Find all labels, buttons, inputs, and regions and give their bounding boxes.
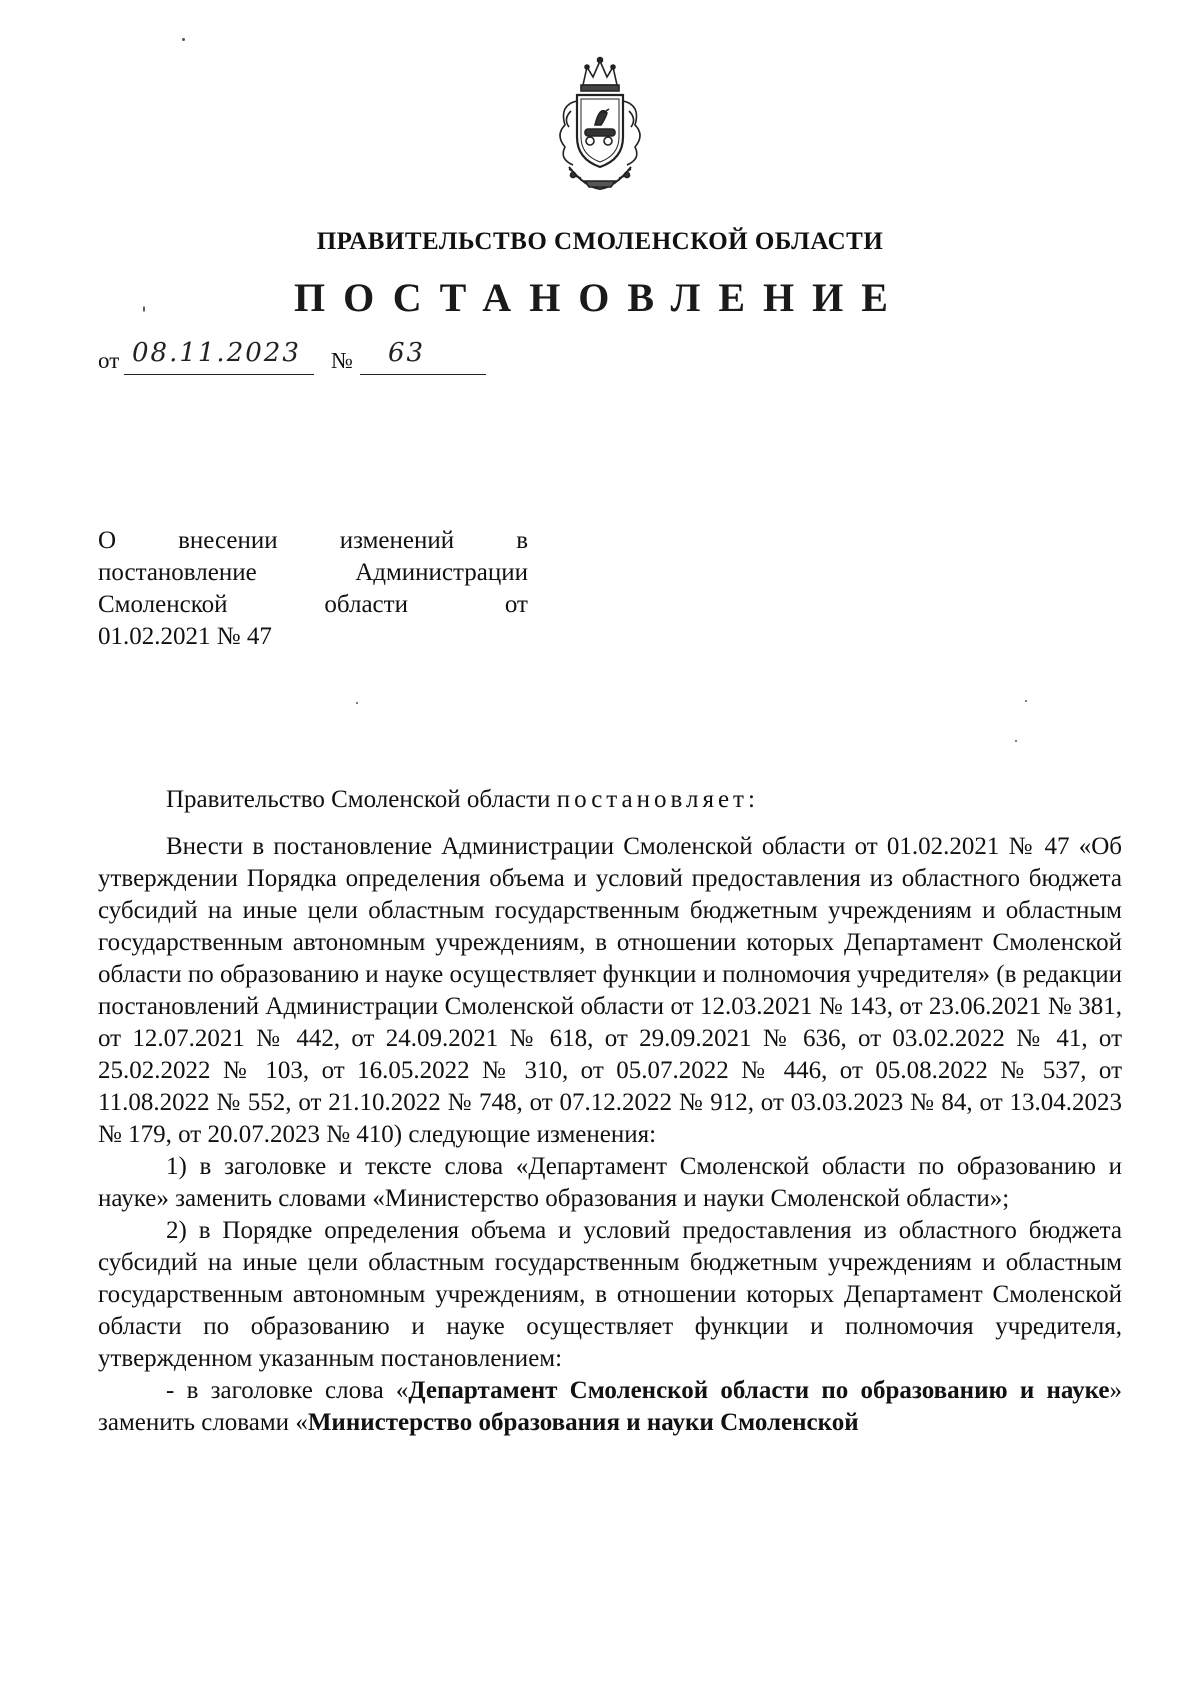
subject-word: в — [516, 527, 528, 554]
scan-speck — [182, 38, 185, 41]
sub-item-prefix: - в заголовке слова « — [166, 1377, 409, 1404]
subject-line: 01.02.2021 № 47 — [98, 623, 272, 650]
subject-word: от — [504, 591, 528, 618]
sub-item-paragraph — [98, 1375, 1122, 1439]
document-type-title: ПОСТАНОВЛЕНИЕ — [294, 275, 906, 320]
preamble-verb: постановляет: — [556, 786, 759, 813]
handwritten-date: 08.11.2023 — [132, 338, 301, 368]
scan-speck — [1025, 700, 1027, 702]
subject-word: области — [324, 591, 408, 618]
from-label: от — [98, 348, 120, 373]
document-body — [98, 784, 1122, 1439]
subject-word: Смоленской — [98, 591, 228, 618]
preamble-paragraph — [98, 784, 1122, 816]
item-2-paragraph: 2) в Порядке определения объема и условий предоставления из областного бюджета субсидий на иные цели областным государственным бюджетным учреждениям и областным государственным автономным учреждениям, в отношении которых Департамент Смоленской области по образованию и науке осуществляет функции и полномочия учредителя, утвержденном указанным постановлением: — [98, 1217, 1122, 1372]
sub-item-new-name: Министерство образования и науки Смоленской — [307, 1409, 859, 1436]
subject-line — [98, 525, 528, 557]
sub-item-old-name: Департамент Смоленской области по образованию и науке — [408, 1377, 1110, 1404]
subject-word: О — [98, 527, 117, 554]
document-subject — [98, 525, 528, 653]
sub-item-middle: » заменить словами « — [98, 1377, 1122, 1436]
government-title: ПРАВИТЕЛЬСТВО СМОЛЕНСКОЙ ОБЛАСТИ — [316, 228, 884, 255]
subject-line — [98, 557, 528, 589]
date-number-line — [98, 340, 548, 380]
main-paragraph: Внести в постановление Администрации Смоленской области от 01.02.2021 № 47 «Об утверждении Порядка определения объема и условий предоставления из областного бюджета субсидий на иные цели областным государственным бюджетным учреждениям и областным государственным автономным учреждениям, в отношении которых Департамент Смоленской области по образованию и науке осуществляет функции и полномочия учредителя» (в редакции постановлений Администрации Смоленской области от 12.03.2021 № 143, от 23.06.2021 № 381, от 12.07.2021 № 442, от 24.09.2021 № 618, от 29.09.2021 № 636, от 03.02.2022 № 41, от 25.02.2022 № 103, от 16.05.2022 № 310, от 05.07.2022 № 446, от 05.08.2022 № 537, от 11.08.2022 № 552, от 21.10.2022 № 748, от 07.12.2022 № 912, от 03.03.2023 № 84, от 13.04.2023 № 179, от 20.07.2023 № 410) следующие изменения: — [98, 833, 1122, 1148]
subject-word: изменений — [339, 527, 455, 554]
date-underline — [124, 374, 314, 375]
scan-speck — [1015, 740, 1017, 742]
subject-word: Администрации — [355, 559, 528, 586]
subject-word: внесении — [178, 527, 278, 554]
item-1-paragraph: 1) в заголовке и тексте слова «Департамент Смоленской области по образованию и науке» заменить словами «Министерство образования и науки Смоленской области»; — [98, 1153, 1122, 1212]
number-label: № — [331, 348, 353, 373]
subject-line — [98, 589, 528, 621]
number-underline — [360, 374, 486, 375]
handwritten-number: 63 — [388, 338, 426, 368]
coat-of-arms-icon — [545, 55, 655, 195]
scan-speck — [143, 306, 145, 312]
scan-speck — [356, 702, 358, 704]
subject-word: постановление — [98, 559, 257, 586]
preamble-text: Правительство Смоленской области — [166, 786, 551, 813]
